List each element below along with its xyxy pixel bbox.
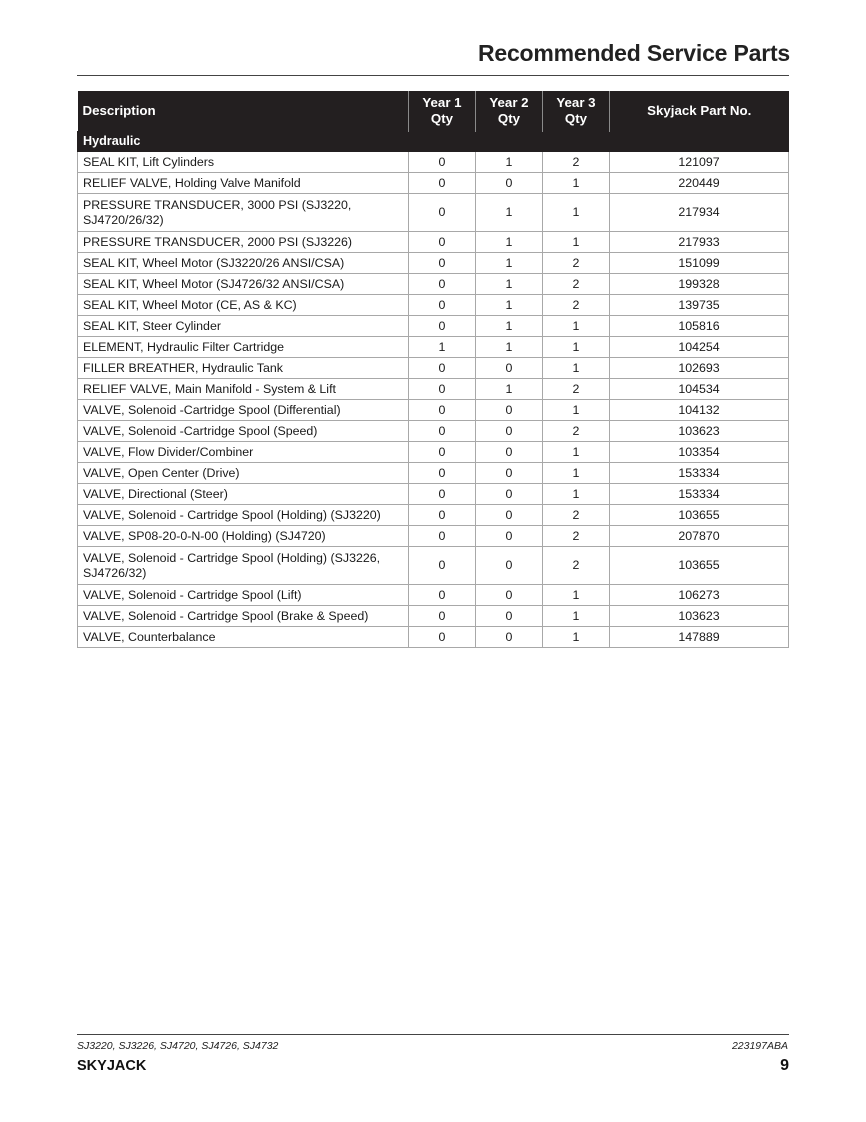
cell-part-number: 103655 [610,547,789,585]
cell-year1-qty: 0 [409,606,476,627]
table-row [78,316,789,337]
cell-year3-qty: 1 [543,194,610,232]
cell-year3-qty: 1 [543,606,610,627]
cell-year2-qty: 1 [476,337,543,358]
table-row [78,400,789,421]
table-row [78,421,789,442]
cell-year2-qty: 1 [476,232,543,253]
cell-year3-qty: 2 [543,274,610,295]
cell-part-number: 103623 [610,421,789,442]
cell-year1-qty: 0 [409,505,476,526]
cell-year3-qty: 2 [543,253,610,274]
cell-part-number: 121097 [610,152,789,173]
cell-part-number: 217933 [610,232,789,253]
cell-description: SEAL KIT, Wheel Motor (SJ4726/32 ANSI/CSA) [78,274,409,295]
column-header-year2-qty [476,91,543,132]
cell-description: VALVE, SP08-20-0-N-00 (Holding) (SJ4720) [78,526,409,547]
column-header-label: Year 3 [556,95,596,110]
table-row [78,152,789,173]
cell-description: VALVE, Solenoid - Cartridge Spool (Lift) [78,585,409,606]
table-row [78,484,789,505]
cell-part-number: 153334 [610,484,789,505]
table-row [78,627,789,648]
table-row [78,379,789,400]
cell-year3-qty: 1 [543,627,610,648]
cell-year2-qty: 1 [476,152,543,173]
cell-year1-qty: 0 [409,421,476,442]
column-header-label: Year 2 [489,95,529,110]
footer-divider [77,1034,789,1035]
column-header-description [78,91,409,132]
cell-year2-qty: 0 [476,606,543,627]
table-row [78,442,789,463]
cell-description: FILLER BREATHER, Hydraulic Tank [78,358,409,379]
cell-year3-qty: 1 [543,585,610,606]
cell-year2-qty: 0 [476,484,543,505]
cell-year3-qty: 1 [543,337,610,358]
cell-year2-qty: 1 [476,316,543,337]
cell-year2-qty: 1 [476,274,543,295]
cell-part-number: 147889 [610,627,789,648]
column-header-year3-qty [543,91,610,132]
skyjack-logo-text: SKYJACK [77,1058,147,1074]
cell-year3-qty: 2 [543,421,610,442]
cell-year2-qty: 0 [476,400,543,421]
cell-year2-qty: 0 [476,505,543,526]
cell-year3-qty: 1 [543,232,610,253]
cell-year1-qty: 0 [409,442,476,463]
cell-description: ELEMENT, Hydraulic Filter Cartridge [78,337,409,358]
table-row [78,194,789,232]
cell-year2-qty: 1 [476,253,543,274]
cell-year3-qty: 1 [543,442,610,463]
cell-description: VALVE, Solenoid -Cartridge Spool (Speed) [78,421,409,442]
cell-part-number: 153334 [610,463,789,484]
cell-description: PRESSURE TRANSDUCER, 3000 PSI (SJ3220, SJ4720/26/32) [78,194,409,232]
cell-year3-qty: 2 [543,152,610,173]
cell-year2-qty: 0 [476,358,543,379]
cell-year3-qty: 1 [543,358,610,379]
cell-description: SEAL KIT, Wheel Motor (SJ3220/26 ANSI/CSA) [78,253,409,274]
footer-doc-number: 223197ABA [731,1040,788,1052]
column-header-label: Qty [497,111,521,126]
cell-year1-qty: 0 [409,274,476,295]
table-row [78,606,789,627]
cell-part-number: 103623 [610,606,789,627]
table-row [78,253,789,274]
cell-description: VALVE, Solenoid -Cartridge Spool (Differential) [78,400,409,421]
column-header-label: Qty [430,111,454,126]
cell-year2-qty: 0 [476,585,543,606]
cell-year2-qty: 0 [476,463,543,484]
cell-part-number: 207870 [610,526,789,547]
cell-description: RELIEF VALVE, Holding Valve Manifold [78,173,409,194]
cell-part-number: 106273 [610,585,789,606]
cell-year3-qty: 1 [543,484,610,505]
column-header-label: Qty [564,111,588,126]
cell-part-number: 102693 [610,358,789,379]
cell-year2-qty: 0 [476,173,543,194]
cell-year3-qty: 2 [543,379,610,400]
cell-year1-qty: 0 [409,585,476,606]
table-row [78,337,789,358]
footer-models: SJ3220, SJ3226, SJ4720, SJ4726, SJ4732 [77,1040,279,1052]
cell-year1-qty: 0 [409,463,476,484]
cell-year3-qty: 2 [543,295,610,316]
cell-part-number: 151099 [610,253,789,274]
table-row [78,173,789,194]
cell-year2-qty: 1 [476,379,543,400]
cell-year2-qty: 0 [476,526,543,547]
cell-year1-qty: 0 [409,253,476,274]
cell-year2-qty: 1 [476,295,543,316]
cell-part-number: 105816 [610,316,789,337]
cell-year1-qty: 0 [409,152,476,173]
table-row [78,463,789,484]
table-row [78,232,789,253]
table-row [78,585,789,606]
cell-year2-qty: 0 [476,547,543,585]
cell-description: VALVE, Solenoid - Cartridge Spool (Holding) (SJ3226, SJ4726/32) [78,547,409,585]
column-header-label: Description [82,103,156,118]
cell-part-number: 103354 [610,442,789,463]
page-number: 9 [780,1057,789,1074]
table-row [78,358,789,379]
table-row [78,295,789,316]
cell-description: RELIEF VALVE, Main Manifold - System & Lift [78,379,409,400]
cell-year1-qty: 0 [409,379,476,400]
cell-part-number: 104254 [610,337,789,358]
cell-year1-qty: 0 [409,484,476,505]
cell-year2-qty: 0 [476,442,543,463]
table-row [78,547,789,585]
column-header-part-number [610,91,789,132]
cell-description: VALVE, Counterbalance [78,627,409,648]
cell-part-number: 103655 [610,505,789,526]
table-row [78,274,789,295]
cell-year1-qty: 0 [409,627,476,648]
cell-part-number: 104534 [610,379,789,400]
cell-part-number: 104132 [610,400,789,421]
cell-part-number: 199328 [610,274,789,295]
cell-year1-qty: 0 [409,526,476,547]
cell-year1-qty: 0 [409,358,476,379]
cell-year3-qty: 2 [543,526,610,547]
cell-year3-qty: 1 [543,316,610,337]
cell-part-number: 217934 [610,194,789,232]
cell-part-number: 220449 [610,173,789,194]
cell-year2-qty: 0 [476,421,543,442]
table-row [78,505,789,526]
cell-year3-qty: 1 [543,463,610,484]
section-label: Hydraulic [78,132,789,152]
cell-description: SEAL KIT, Lift Cylinders [78,152,409,173]
column-header-year1-qty [409,91,476,132]
page-title: Recommended Service Parts [477,40,790,66]
cell-description: PRESSURE TRANSDUCER, 2000 PSI (SJ3226) [78,232,409,253]
cell-year2-qty: 1 [476,194,543,232]
cell-description: SEAL KIT, Wheel Motor (CE, AS & KC) [78,295,409,316]
table-header-row [78,91,789,132]
cell-year1-qty: 1 [409,337,476,358]
cell-year1-qty: 0 [409,173,476,194]
cell-description: SEAL KIT, Steer Cylinder [78,316,409,337]
cell-year1-qty: 0 [409,547,476,585]
cell-year3-qty: 1 [543,173,610,194]
cell-year3-qty: 2 [543,547,610,585]
column-header-label: Skyjack Part No. [647,103,752,118]
cell-year1-qty: 0 [409,232,476,253]
cell-year1-qty: 0 [409,400,476,421]
cell-description: VALVE, Flow Divider/Combiner [78,442,409,463]
cell-year1-qty: 0 [409,194,476,232]
column-header-label: Year 1 [422,95,462,110]
cell-description: VALVE, Open Center (Drive) [78,463,409,484]
cell-description: VALVE, Directional (Steer) [78,484,409,505]
skyjack-logo [76,1054,166,1074]
title-divider [77,75,789,76]
cell-description: VALVE, Solenoid - Cartridge Spool (Holding) (SJ3220) [78,505,409,526]
cell-year2-qty: 0 [476,627,543,648]
section-row-hydraulic [78,132,789,152]
cell-year1-qty: 0 [409,316,476,337]
service-parts-table [77,91,789,648]
cell-year3-qty: 1 [543,400,610,421]
cell-year3-qty: 2 [543,505,610,526]
table-row [78,526,789,547]
cell-description: VALVE, Solenoid - Cartridge Spool (Brake & Speed) [78,606,409,627]
cell-part-number: 139735 [610,295,789,316]
cell-year1-qty: 0 [409,295,476,316]
